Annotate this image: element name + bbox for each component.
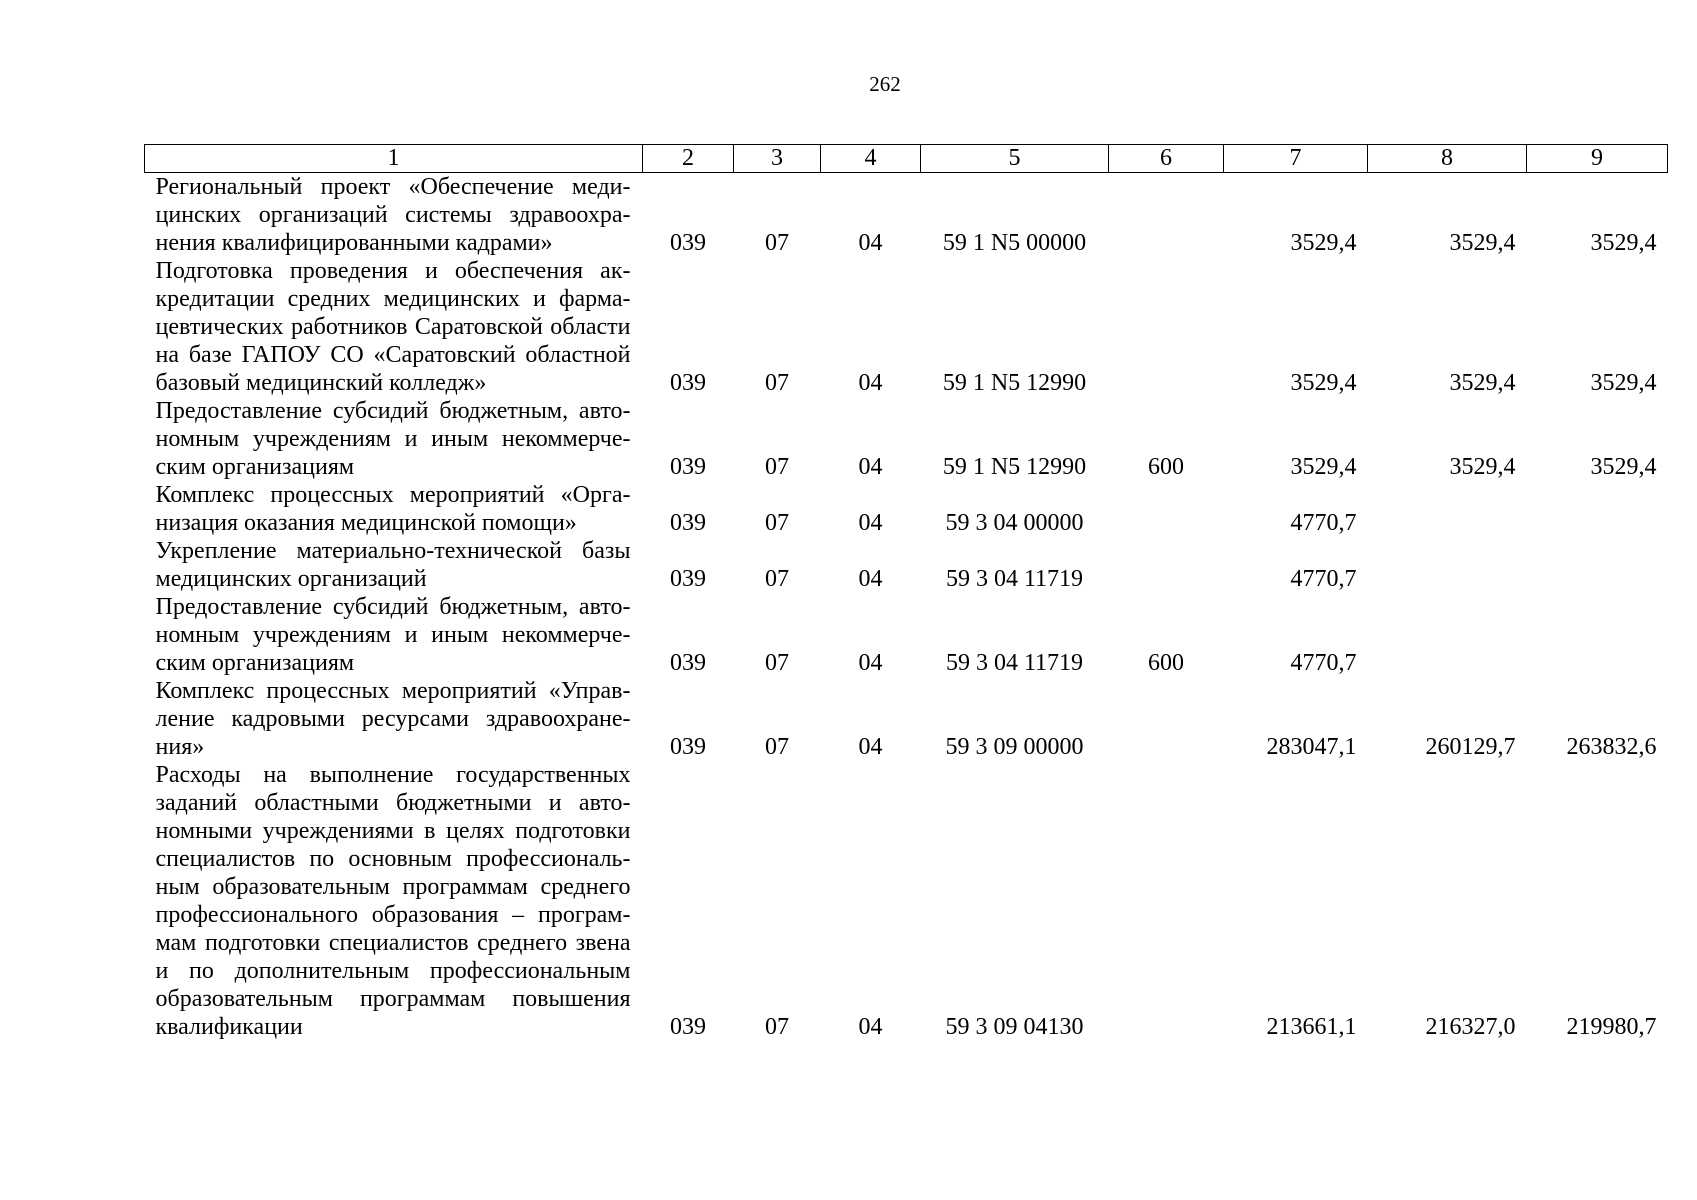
cell-target-article: 59 1 N5 12990 bbox=[942, 454, 1087, 480]
cell-expense-type: 600 bbox=[1148, 650, 1184, 676]
table-row bbox=[145, 537, 1668, 593]
cell-amount-col8: 3529,4 bbox=[1449, 370, 1516, 396]
cell-amount-col8 bbox=[1368, 593, 1527, 677]
cell-subsection: 04 bbox=[858, 650, 883, 676]
cell-target-article: 59 1 N5 12990 bbox=[942, 370, 1087, 396]
cell-admin-code: 039 bbox=[670, 650, 706, 676]
header-row bbox=[145, 145, 1668, 173]
cell-subsection: 04 bbox=[858, 734, 883, 760]
cell-amount-col7: 4770,7 bbox=[1290, 650, 1357, 676]
table-row bbox=[145, 593, 1668, 677]
row-description: Укрепление материально-технической базы медицинских организаций bbox=[155, 538, 631, 592]
cell-target-article: 59 1 N5 00000 bbox=[942, 230, 1087, 256]
cell-section: 07 bbox=[765, 650, 789, 676]
cell-amount-col7: 3529,4 bbox=[1290, 454, 1357, 480]
cell-expense-type bbox=[1109, 677, 1224, 761]
table-body bbox=[145, 173, 1668, 1042]
table-row bbox=[145, 761, 1668, 1041]
cell-section: 07 bbox=[765, 230, 789, 256]
cell-expense-type bbox=[1109, 257, 1224, 397]
table-row bbox=[145, 481, 1668, 537]
cell-subsection: 04 bbox=[858, 370, 883, 396]
cell-amount-col9 bbox=[1527, 481, 1668, 537]
cell-amount-col7: 283047,1 bbox=[1266, 734, 1357, 760]
table-row bbox=[145, 257, 1668, 397]
cell-target-article: 59 3 04 11719 bbox=[945, 566, 1084, 592]
row-description: Расходы на выполнение государственных заданий областными бюджетными и автономными учреждениями в целях подготовки специалистов по основным профессиональным образовательным программам среднего профессионального образования – программам подготовки специалистов среднего звена и по дополнительным профессиональным образовательным программам повышения квалификации bbox=[155, 762, 631, 1040]
table-row bbox=[145, 173, 1668, 258]
cell-target-article: 59 3 09 00000 bbox=[945, 734, 1084, 760]
column-header-2: 2 bbox=[643, 145, 734, 173]
cell-expense-type bbox=[1109, 173, 1224, 258]
cell-admin-code: 039 bbox=[670, 510, 706, 536]
cell-amount-col8 bbox=[1368, 481, 1527, 537]
cell-admin-code: 039 bbox=[670, 230, 706, 256]
table-row bbox=[145, 677, 1668, 761]
column-header-4: 4 bbox=[821, 145, 921, 173]
cell-subsection: 04 bbox=[858, 230, 883, 256]
cell-target-article: 59 3 04 00000 bbox=[945, 510, 1084, 536]
cell-admin-code: 039 bbox=[670, 370, 706, 396]
cell-amount-col9 bbox=[1527, 537, 1668, 593]
cell-admin-code: 039 bbox=[670, 566, 706, 592]
cell-section: 07 bbox=[765, 454, 789, 480]
cell-amount-col7: 213661,1 bbox=[1266, 1014, 1357, 1040]
cell-subsection: 04 bbox=[858, 454, 883, 480]
cell-expense-type: 600 bbox=[1148, 454, 1184, 480]
cell-section: 07 bbox=[765, 370, 789, 396]
cell-amount-col8 bbox=[1368, 537, 1527, 593]
row-description: Комплекс процессных мероприятий «Организация оказания медицинской помощи» bbox=[155, 482, 631, 536]
cell-amount-col9: 219980,7 bbox=[1566, 1014, 1657, 1040]
budget-table bbox=[144, 144, 1668, 1041]
row-description: Подготовка проведения и обеспечения аккредитации средних медицинских и фармацевтических работников Саратовской области на базе ГАПОУ СО «Саратовский областной базовый медицинский колледж» bbox=[155, 258, 631, 396]
cell-section: 07 bbox=[765, 566, 789, 592]
cell-amount-col9: 263832,6 bbox=[1566, 734, 1657, 760]
column-header-7: 7 bbox=[1224, 145, 1368, 173]
cell-amount-col7: 3529,4 bbox=[1290, 370, 1357, 396]
column-header-8: 8 bbox=[1368, 145, 1527, 173]
cell-admin-code: 039 bbox=[670, 454, 706, 480]
row-description: Региональный проект «Обеспечение медицинских организаций системы здравоохранения квалифицированными кадрами» bbox=[155, 174, 631, 256]
cell-amount-col8: 3529,4 bbox=[1449, 454, 1516, 480]
cell-target-article: 59 3 09 04130 bbox=[945, 1014, 1084, 1040]
row-description: Предоставление субсидий бюджетным, автономным учреждениям и иным некоммерческим организациям bbox=[155, 594, 631, 676]
cell-expense-type bbox=[1109, 537, 1224, 593]
column-header-9: 9 bbox=[1527, 145, 1668, 173]
cell-section: 07 bbox=[765, 734, 789, 760]
cell-amount-col8: 260129,7 bbox=[1425, 734, 1516, 760]
cell-admin-code: 039 bbox=[670, 734, 706, 760]
cell-expense-type bbox=[1109, 761, 1224, 1041]
cell-amount-col8: 216327,0 bbox=[1425, 1014, 1516, 1040]
cell-expense-type bbox=[1109, 481, 1224, 537]
column-header-6: 6 bbox=[1109, 145, 1224, 173]
table-row bbox=[145, 397, 1668, 481]
cell-amount-col7: 4770,7 bbox=[1290, 566, 1357, 592]
cell-amount-col9: 3529,4 bbox=[1590, 370, 1657, 396]
cell-amount-col7: 3529,4 bbox=[1290, 230, 1357, 256]
cell-subsection: 04 bbox=[858, 566, 883, 592]
row-description: Комплекс процессных мероприятий «Управление кадровыми ресурсами здравоохранения» bbox=[155, 678, 631, 760]
column-header-1: 1 bbox=[145, 145, 643, 173]
cell-subsection: 04 bbox=[858, 510, 883, 536]
cell-amount-col8: 3529,4 bbox=[1449, 230, 1516, 256]
cell-amount-col9: 3529,4 bbox=[1590, 230, 1657, 256]
cell-amount-col7: 4770,7 bbox=[1290, 510, 1357, 536]
cell-amount-col9 bbox=[1527, 593, 1668, 677]
row-description: Предоставление субсидий бюджетным, автономным учреждениям и иным некоммерческим организациям bbox=[155, 398, 631, 480]
cell-amount-col9: 3529,4 bbox=[1590, 454, 1657, 480]
cell-subsection: 04 bbox=[858, 1014, 883, 1040]
cell-section: 07 bbox=[765, 510, 789, 536]
column-header-5: 5 bbox=[921, 145, 1109, 173]
cell-section: 07 bbox=[765, 1014, 789, 1040]
table-header bbox=[145, 145, 1668, 173]
cell-admin-code: 039 bbox=[670, 1014, 706, 1040]
page-number: 262 bbox=[869, 72, 901, 96]
column-header-3: 3 bbox=[734, 145, 821, 173]
cell-target-article: 59 3 04 11719 bbox=[945, 650, 1084, 676]
